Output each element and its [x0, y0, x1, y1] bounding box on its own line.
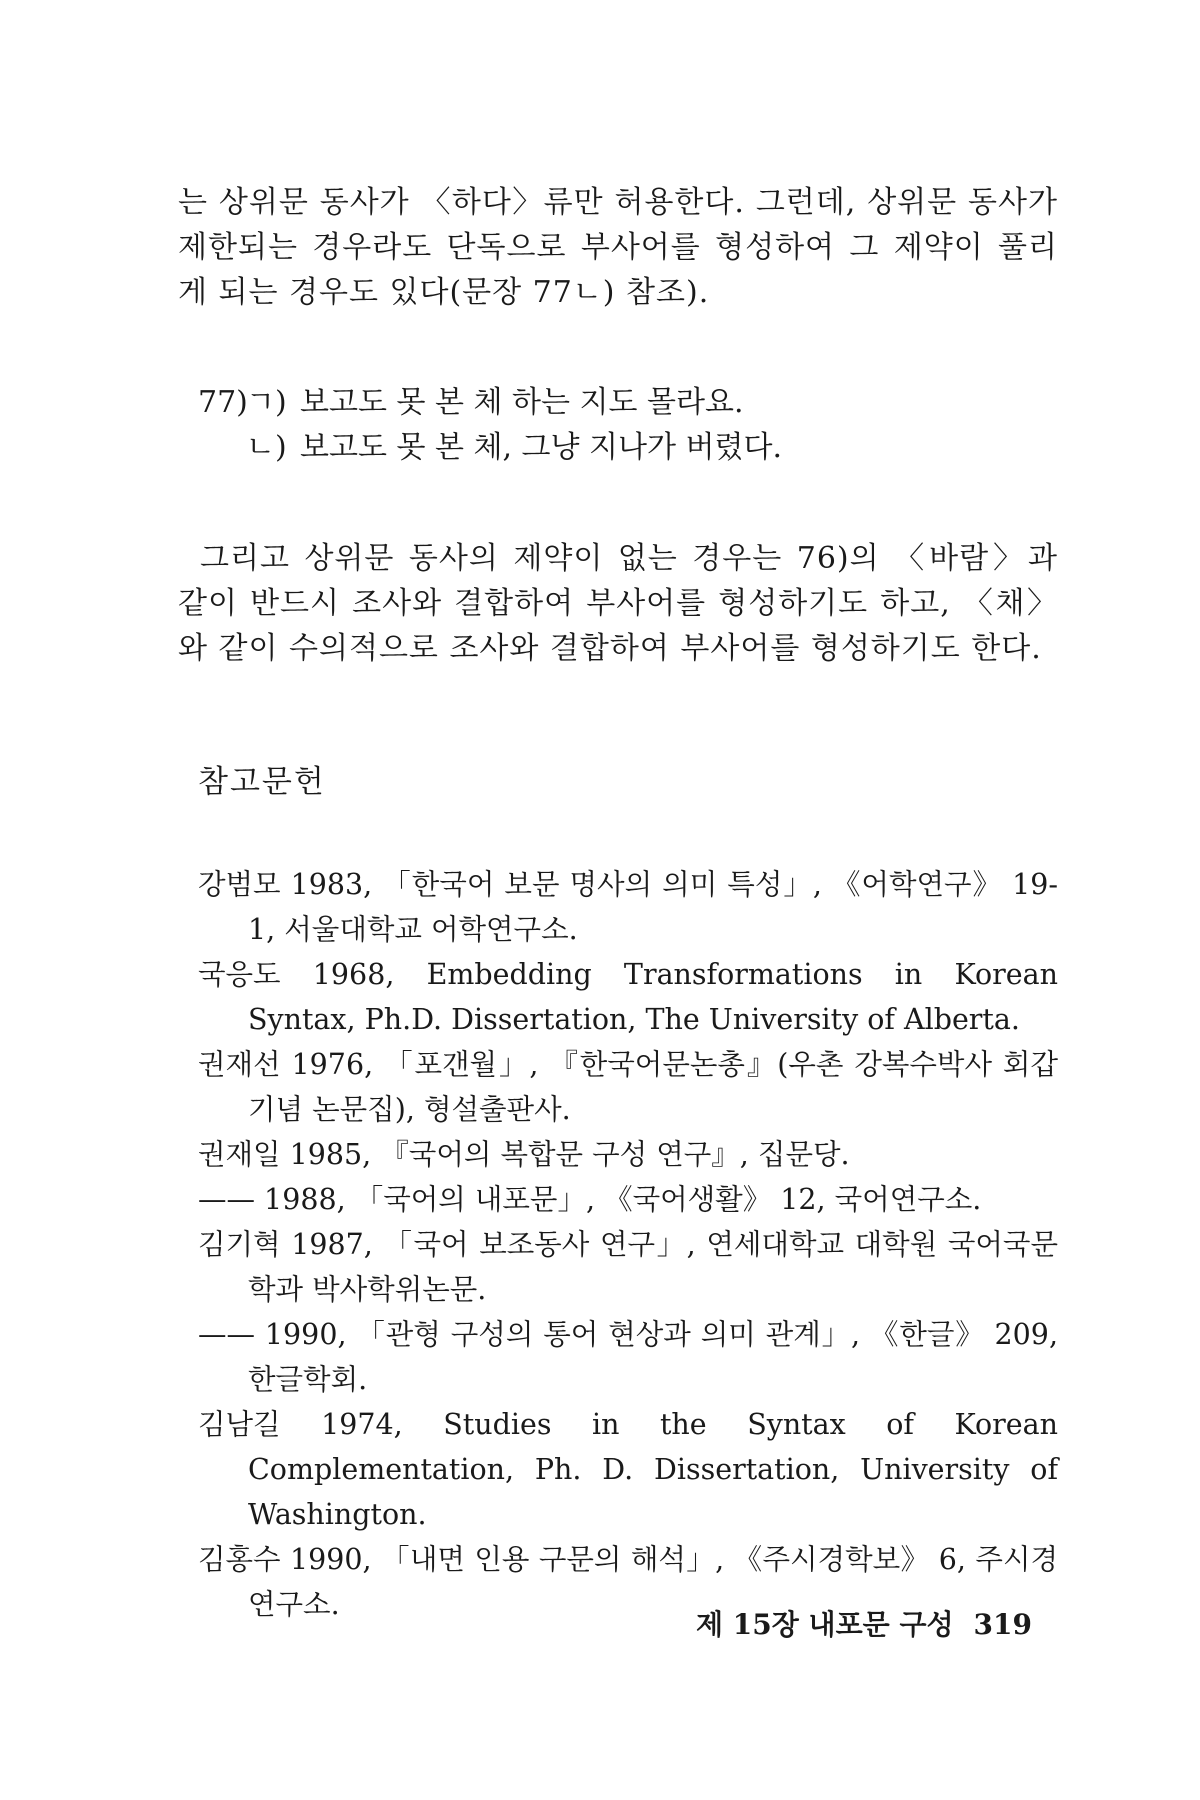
reference-item: 권재일 1985, 『국어의 복합문 구성 연구』, 집문당. — [198, 1138, 850, 1171]
example-block — [198, 380, 1058, 470]
example-sentence: 보고도 못 본 체 하는 지도 몰라요. — [300, 385, 744, 420]
reference-item: 김기혁 1987, 「국어 보조동사 연구」, 연세대학교 대학원 국어국문학과 박사학위논문. — [198, 1228, 1058, 1306]
reference-list — [198, 862, 1058, 1627]
example-sentence: 보고도 못 본 체, 그냥 지나가 버렸다. — [300, 430, 783, 465]
body-paragraph-2: 그리고 상위문 동사의 제약이 없는 경우는 76)의 〈바람〉과 같이 반드시 조사와 결합하여 부사어를 형성하기도 하고, 〈채〉와 같이 수의적으로 조사와 결합하여 부사어를 형성하기도 한다. — [178, 541, 1058, 666]
example-marker: ㄱ) — [246, 385, 287, 420]
example-line-b — [198, 425, 1058, 470]
reference-item: 권재선 1976, 「포갠월」, 『한국어문논총』(우촌 강복수박사 회갑기념 논문집), 형설출판사. — [198, 1048, 1058, 1126]
reference-item: 김남길 1974, Studies in the Syntax of Korean Complementation, Ph. D. Dissertation, University of Washington. — [198, 1408, 1058, 1531]
example-marker: ㄴ) — [246, 430, 287, 465]
page-footer — [696, 1605, 1032, 1645]
example-line-a — [198, 380, 1058, 425]
references-heading: 참고문헌 — [198, 764, 326, 800]
reference-item: 강범모 1983, 「한국어 보문 명사의 의미 특성」, 《어학연구》 19-1, 서울대학교 어학연구소. — [198, 868, 1058, 946]
reference-item: 국응도 1968, Embedding Transformations in Korean Syntax, Ph.D. Dissertation, The University of Alberta. — [198, 958, 1058, 1036]
example-number: 77) — [198, 385, 248, 420]
chapter-title: 제 15장 내포문 구성 — [696, 1608, 954, 1641]
reference-item: —— 1988, 「국어의 내포문」, 《국어생활》 12, 국어연구소. — [198, 1183, 982, 1216]
reference-item: —— 1990, 「관형 구성의 통어 현상과 의미 관계」, 《한글》 209, 한글학회. — [198, 1318, 1058, 1396]
page-number: 319 — [973, 1608, 1032, 1641]
reference-item: 김홍수 1990, 「내면 인용 구문의 해석」, 《주시경학보》 6, 주시경연구소. — [198, 1543, 1058, 1621]
example-number — [198, 425, 246, 470]
body-paragraph-1: 는 상위문 동사가 〈하다〉류만 허용한다. 그런데, 상위문 동사가 제한되는 경우라도 단독으로 부사어를 형성하여 그 제약이 풀리게 되는 경우도 있다(문장 77ㄴ) 참조). — [178, 185, 1058, 310]
